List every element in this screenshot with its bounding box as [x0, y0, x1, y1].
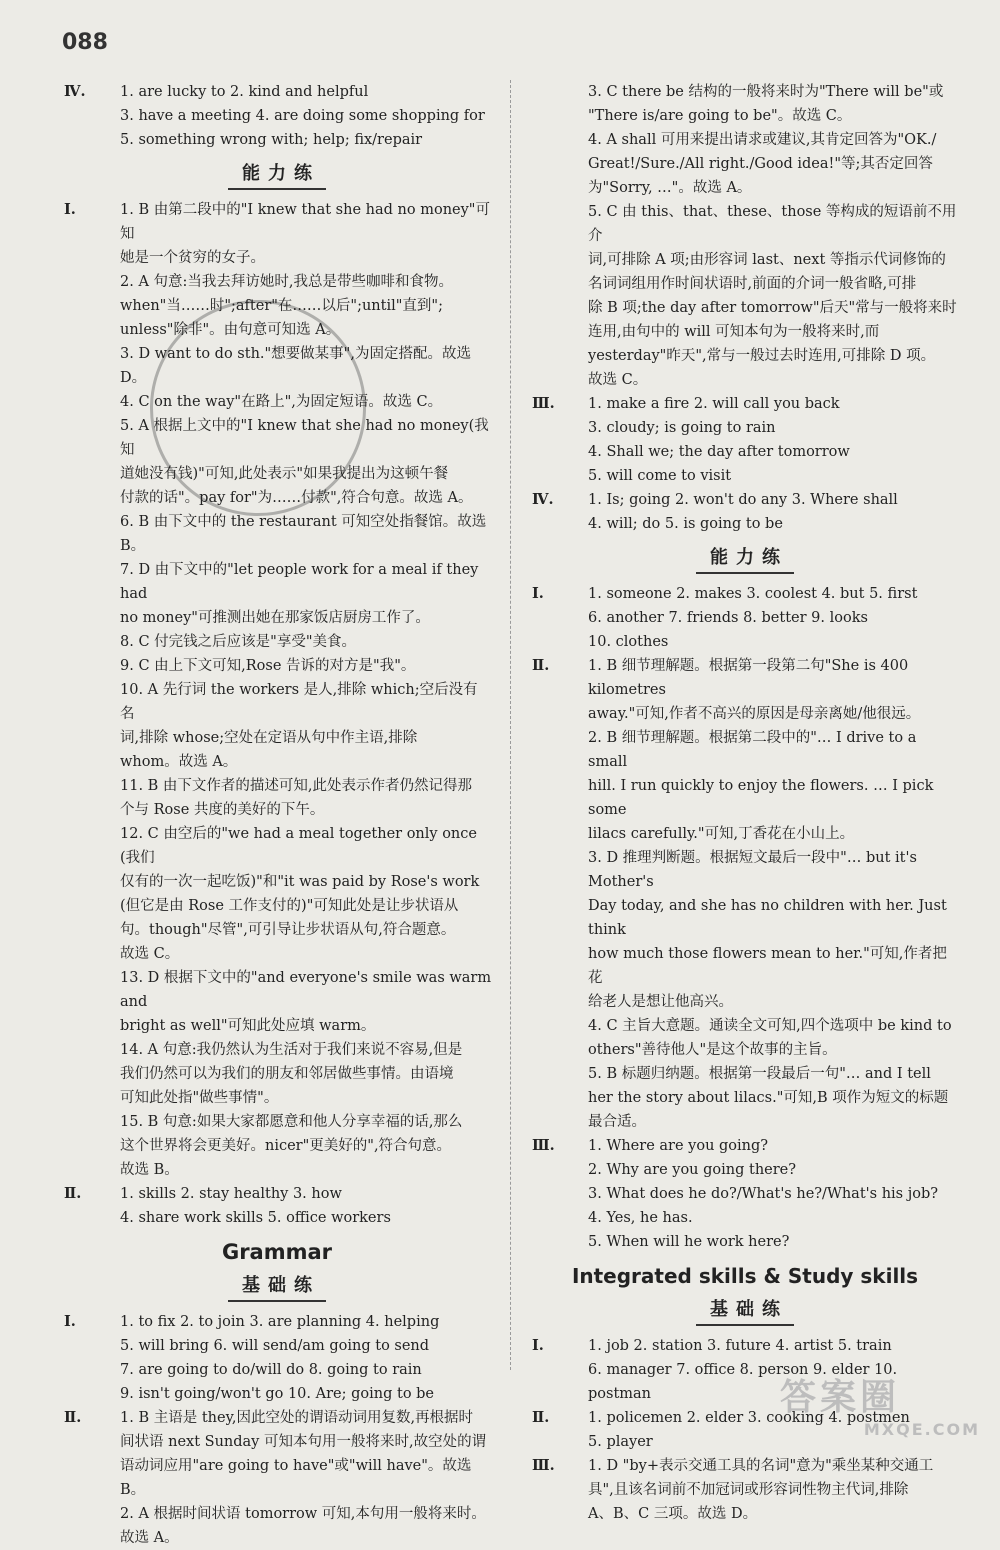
answer-line: 具",且该名词前不加冠词或形容词性物主代词,排除 [588, 1482, 909, 1498]
answer-line: 11. B 由下文作者的描述可知,此处表示作者仍然记得那 [120, 778, 473, 794]
answer-line: 故选 C。 [588, 372, 648, 388]
section-label: Ⅱ. [532, 657, 550, 674]
answer-line: Ⅰ. 1. B 由第二段中的"I knew that she had no money"可知 [62, 198, 492, 246]
section-label: Ⅱ. [532, 1409, 550, 1426]
answer-line: 可知此处指"做些事情"。 [120, 1090, 279, 1106]
section-label: Ⅱ. [64, 1185, 82, 1202]
answer-line: Ⅱ. 1. B 细节理解题。根据第一段第二句"She is 400 kilometres [530, 654, 960, 702]
answer-line: 除 B 项;the day after tomorrow"后天"常与一般将来时 [588, 300, 957, 316]
answer-line: 2. B 细节理解题。根据第二段中的"… I drive to a small [588, 730, 917, 770]
answer-line: 10. A 先行词 the workers 是人,排除 which;空后没有名 [120, 682, 478, 722]
section-label: Ⅲ. [532, 395, 555, 412]
answer-line: 间状语 next Sunday 可知本句用一般将来时,故空处的谓 [120, 1434, 487, 1450]
answer-line: 9. C 由上下文可知,Rose 告诉的对方是"我"。 [120, 658, 416, 674]
answer-line: 5. will come to visit [588, 468, 732, 484]
answer-line: Ⅳ. 1. are lucky to 2. kind and helpful [62, 80, 492, 104]
answer-line: 4. C on the way"在路上",为固定短语。故选 C。 [120, 394, 443, 410]
answer-line: hill. I run quickly to enjoy the flowers. … I pick some [588, 778, 934, 818]
answer-line: 4. Shall we; the day after tomorrow [588, 444, 850, 460]
section-label: Ⅳ. [64, 83, 86, 100]
heading-basic: 基础练 [530, 1298, 960, 1326]
answer-line: 2. A 句意:当我去拜访她时,我总是带些咖啡和食物。 [120, 274, 454, 290]
answer-line: 13. D 根据下文中的"and everyone's smile was warm and [120, 970, 492, 1010]
answer-line: Ⅲ. 1. make a fire 2. will call you back [530, 392, 960, 416]
answer-line: 5. will bring 6. will send/am going to send [120, 1338, 430, 1354]
answer-line: 仅有的一次一起吃饭)"和"it was paid by Rose's work [120, 874, 480, 890]
answer-line: 3. cloudy; is going to rain [588, 420, 776, 436]
answer-line: 3. D want to do sth."想要做某事",为固定搭配。故选 D。 [120, 346, 471, 386]
heading-ability: 能力练 [530, 546, 960, 574]
section-label: Ⅰ. [532, 585, 544, 602]
answer-line: 道她没有钱)"可知,此处表示"如果我提出为这顿午餐 [120, 466, 449, 482]
site-watermark [780, 1369, 980, 1439]
answer-line: 2. Why are you going there? [588, 1162, 797, 1178]
heading-basic: 基础练 [62, 1274, 492, 1302]
answer-line: 9. isn't going/won't go 10. Are; going to be [120, 1386, 435, 1402]
block-right-part3 [530, 392, 960, 488]
answer-line: 6. manager 7. office 8. person 9. elder 10. postman [588, 1362, 898, 1402]
answer-line: 6. another 7. friends 8. better 9. looks [588, 610, 868, 626]
answer-line: 语动词应用"are going to have"或"will have"。故选 B。 [120, 1458, 472, 1498]
answer-line: 15. B 句意:如果大家都愿意和他人分享幸福的话,那么 [120, 1114, 463, 1130]
answer-line: 5. something wrong with; help; fix/repair [120, 132, 423, 148]
answer-line: when"当……时";after"在……以后";until"直到"; [120, 298, 443, 314]
answer-line: Ⅱ. 1. skills 2. stay healthy 3. how [62, 1182, 492, 1206]
answer-line: Ⅲ. 1. D "by+表示交通工具的名词"意为"乘坐某种交通工 [530, 1454, 960, 1478]
answer-line: 7. D 由下文中的"let people work for a meal if they had [120, 562, 479, 602]
answer-line: 3. C there be 结构的一般将来时为"There will be"或 [588, 84, 944, 100]
answer-line: 5. player [588, 1434, 653, 1450]
answer-line: 4. share work skills 5. office workers [120, 1210, 391, 1226]
answer-line: yesterday"昨天",常与一般过去时连用,可排除 D 项。 [588, 348, 936, 364]
answer-line: 8. C 付完钱之后应该是"享受"美食。 [120, 634, 356, 650]
block-right-part4 [530, 488, 960, 536]
block-integrated-part3 [530, 1454, 960, 1526]
column-divider [510, 80, 511, 1370]
answer-line: 14. A 句意:我仍然认为生活对于我们来说不容易,但是 [120, 1042, 463, 1058]
answer-line: 为"Sorry, …"。故选 A。 [588, 180, 752, 196]
answer-line: unless"除非"。由句意可知选 A。 [120, 322, 341, 338]
answer-line: (但它是由 Rose 工作支付的)"可知此处是让步状语从 [120, 898, 459, 914]
answer-line: 3. D 推理判断题。根据短文最后一段中"… but it's Mother's [588, 850, 917, 890]
block-grammar-part1 [62, 1310, 492, 1406]
block-ability-part3 [530, 1134, 960, 1254]
block-left-part1 [62, 198, 492, 1182]
answer-line: Great!/Sure./All right./Good idea!"等;其否定回答 [588, 156, 933, 172]
section-label: Ⅰ. [64, 1313, 76, 1330]
answer-line: 个与 Rose 共度的美好的下午。 [120, 802, 325, 818]
answer-line: A、B、C 三项。故选 D。 [588, 1506, 758, 1522]
answer-line: Day today, and she has no children with her. Just think [588, 898, 947, 938]
answer-line: 4. Yes, he has. [588, 1210, 693, 1226]
page-number: 088 [62, 30, 108, 55]
answer-line: bright as well"可知此处应填 warm。 [120, 1018, 376, 1034]
answer-line: 5. B 标题归纳题。根据第一段最后一句"… and I tell [588, 1066, 931, 1082]
answer-line: no money"可推测出她在那家饭店厨房工作了。 [120, 610, 430, 626]
answer-line: Ⅳ. 1. Is; going 2. won't do any 3. Where shall [530, 488, 960, 512]
answer-line: 6. B 由下文中的 the restaurant 可知空处指餐馆。故选 B。 [120, 514, 487, 554]
answer-line: lilacs carefully."可知,丁香花在小山上。 [588, 826, 855, 842]
answer-line: Ⅰ. 1. job 2. station 3. future 4. artist 5. train [530, 1334, 960, 1358]
answer-line: 故选 A。 [120, 1530, 179, 1546]
answer-line: 4. A shall 可用来提出请求或建议,其肯定回答为"OK./ [588, 132, 937, 148]
section-label: Ⅰ. [532, 1337, 544, 1354]
answer-line: Ⅰ. 1. to fix 2. to join 3. are planning 4. helping [62, 1310, 492, 1334]
answer-line: 4. will; do 5. is going to be [588, 516, 783, 532]
answer-line: 2. A 根据时间状语 tomorrow 可知,本句用一般将来时。 [120, 1506, 486, 1522]
watermark-url: MXQE.COM [863, 1420, 980, 1439]
block-grammar-part2 [62, 1406, 492, 1550]
answer-line: 句。though"尽管",可引导让步状语从句,符合题意。 [120, 922, 456, 938]
block-left-part4 [62, 80, 492, 152]
answer-line: 这个世界将会更美好。nicer"更美好的",符合句意。 [120, 1138, 452, 1154]
answer-line: 词,排除 whose;空处在定语从句中作主语,排除 [120, 730, 418, 746]
answer-line: "There is/are going to be"。故选 C。 [588, 108, 852, 124]
heading-ability: 能力练 [62, 162, 492, 190]
watermark-logo-text: 答案圈 [780, 1377, 901, 1418]
answer-line: 名词词组用作时间状语时,前面的介词一般省略,可排 [588, 276, 917, 292]
answer-line: her the story about lilacs."可知,B 项作为短文的标题 [588, 1090, 949, 1106]
answer-line: Ⅱ. 1. B 主语是 they,因此空处的谓语动词用复数,再根据时 [62, 1406, 492, 1430]
answer-line: 词,可排除 A 项;由形容词 last、next 等指示代词修饰的 [588, 252, 946, 268]
answer-line: 10. clothes [588, 634, 669, 650]
block-left-part2 [62, 1182, 492, 1230]
answer-line: whom。故选 A。 [120, 754, 238, 770]
section-label: Ⅲ. [532, 1137, 555, 1154]
answer-line: 付款的话"。pay for"为……付款",符合句意。故选 A。 [120, 490, 473, 506]
block-right-continued [530, 80, 960, 392]
block-ability-part2 [530, 654, 960, 1134]
answer-line: 5. C 由 this、that、these、those 等构成的短语前不用介 [588, 204, 957, 244]
answer-line: Ⅰ. 1. someone 2. makes 3. coolest 4. but 5. first [530, 582, 960, 606]
answer-line: 给老人是想让他高兴。 [588, 994, 733, 1010]
section-title-grammar: Grammar [221, 1240, 333, 1264]
block-ability-part1 [530, 582, 960, 654]
section-label: Ⅱ. [64, 1409, 82, 1426]
answer-line: 3. have a meeting 4. are doing some shopping for [120, 108, 485, 124]
answer-line: 故选 B。 [120, 1162, 179, 1178]
answer-line: 连用,由句中的 will 可知本句为一般将来时,而 [588, 324, 880, 340]
answer-line: 4. C 主旨大意题。通读全文可知,四个选项中 be kind to [588, 1018, 952, 1034]
right-column [530, 80, 960, 1526]
answer-line: 最合适。 [588, 1114, 646, 1130]
answer-line: how much those flowers mean to her."可知,作者把花 [588, 946, 947, 986]
answer-line: others"善待他人"是这个故事的主旨。 [588, 1042, 837, 1058]
answer-line: 5. A 根据上文中的"I knew that she had no money(我知 [120, 418, 489, 458]
section-label: Ⅰ. [64, 201, 76, 218]
answer-line: Ⅲ. 1. Where are you going? [530, 1134, 960, 1158]
answer-line: away."可知,作者不高兴的原因是母亲离她/他很远。 [588, 706, 921, 722]
section-label: Ⅲ. [532, 1457, 555, 1474]
answer-line: 7. are going to do/will do 8. going to rain [120, 1362, 422, 1378]
section-label: Ⅳ. [532, 491, 554, 508]
answer-line: 她是一个贫穷的女子。 [120, 250, 265, 266]
answer-line: 3. What does he do?/What's he?/What's his job? [588, 1186, 938, 1202]
answer-line: 12. C 由空后的"we had a meal together only once (我们 [120, 826, 477, 866]
answer-line: 我们仍然可以为我们的朋友和邻居做些事情。由语境 [120, 1066, 454, 1082]
left-column [62, 80, 492, 1550]
answer-line: Ⅱ. 1. policemen 2. elder 3. cooking 4. postmen [530, 1406, 960, 1430]
section-title-integrated: Integrated skills & Study skills [571, 1264, 919, 1288]
answer-line: 故选 C。 [120, 946, 180, 962]
answer-line: 5. When will he work here? [588, 1234, 790, 1250]
